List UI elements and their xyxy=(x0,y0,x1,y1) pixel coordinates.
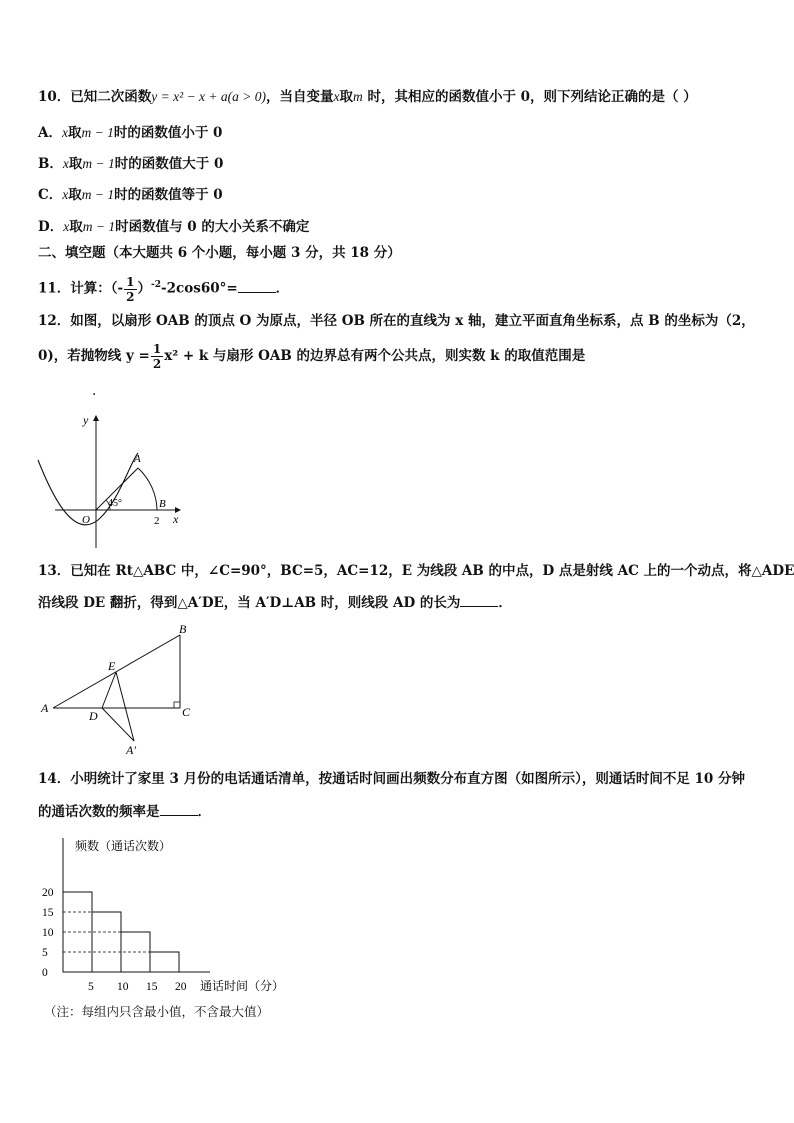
q13-answer-blank[interactable] xyxy=(460,593,498,607)
q10-option-c: C．x取m − 1时的函数值等于 0 xyxy=(38,187,223,203)
q14-y-tick-10: 10 xyxy=(42,927,54,939)
q14-note: （注：每组内只含最小值，不含最大值） xyxy=(44,1004,270,1019)
q13-figure xyxy=(36,620,206,760)
q12-figure xyxy=(30,408,200,553)
q10-option-a: A．x取m − 1时的函数值小于 0 xyxy=(38,125,223,141)
q12-label-y: y xyxy=(83,413,89,427)
q14-y-tick-15: 15 xyxy=(42,907,54,919)
q14-y-tick-20: 20 xyxy=(42,887,54,899)
q14-x-tick-10: 10 xyxy=(117,981,129,993)
q13-label-d: D xyxy=(89,709,98,723)
q12-dot: . xyxy=(92,383,97,399)
q11-fraction: $\frac{1}{2}$ xyxy=(126,274,135,304)
q12-line2: 0)，若抛物线 y = $\frac{1}{2}$ x² + k 与扇形 OAB 的边界总有两个公共点，则实数 k 的取值范围是 xyxy=(38,342,586,371)
q10-option-d: D．x取m − 1时函数值与 0 的大小关系不确定 xyxy=(38,219,310,235)
q14-x-tick-15: 15 xyxy=(146,981,158,993)
q14-x-axis-label: 通话时间（分） xyxy=(200,979,285,993)
q13-right-angle-mark xyxy=(174,702,180,708)
q14-line1: 14．小明统计了家里 3 月份的电话通话清单，按通话时间画出频数分布直方图（如图所示），则通话时间不足 10 分钟 xyxy=(38,771,746,787)
q13-line1: 13．已知在 Rt△ABC 中，∠C=90°，BC=5，AC=12，E 为线段 AB 的中点，D 点是射线 AC 上的一个动点，将△ADE xyxy=(38,563,794,579)
q14-bar-15-20 xyxy=(150,952,179,972)
q14-answer-blank[interactable] xyxy=(160,802,198,816)
q13-side-ab xyxy=(53,635,180,708)
q14-line2: 的通话次数的频率是 ． xyxy=(38,804,211,820)
q14-y-tick-0: 0 xyxy=(42,967,48,979)
q13-label-a: A xyxy=(41,701,49,715)
q12-label-angle: 45° xyxy=(108,498,122,509)
q14-y-tick-5: 5 xyxy=(42,947,48,959)
q14-bar-5-10 xyxy=(92,912,121,972)
q13-label-a-prime: A′ xyxy=(126,743,136,757)
q12-label-x: x xyxy=(173,512,179,526)
q11-answer-blank[interactable] xyxy=(238,279,276,293)
q14-x-tick-5: 5 xyxy=(88,981,94,993)
q14-histogram xyxy=(30,828,320,998)
q12-sector-arc xyxy=(138,468,157,510)
q14-bar-0-5 xyxy=(63,892,92,972)
q12-label-two: 2 xyxy=(154,515,160,527)
q13-seg-ed xyxy=(102,672,116,708)
q13-label-c: C xyxy=(182,705,191,719)
q12-label-o: O xyxy=(82,514,90,526)
q14-x-tick-20: 20 xyxy=(175,981,187,993)
q10-stem: 10．已知二次函数y = x² − x + a(a > 0)，当自变量x取m 时，其相应的函数值小于 0，则下列结论正确的是（ ） xyxy=(38,89,697,105)
q12-line1: 12．如图，以扇形 OAB 的顶点 O 为原点，半径 OB 所在的直线为 x 轴，建立平面直角坐标系，点 B 的坐标为（2， xyxy=(38,313,755,329)
q13-label-b: B xyxy=(179,622,187,636)
q10-option-b: B．x取m − 1时的函数值大于 0 xyxy=(38,156,224,172)
section-fill-in-title: 二、填空题（本大题共 6 个小题，每小题 3 分，共 18 分） xyxy=(38,245,401,261)
q13-line2: 沿线段 DE 翻折，得到△A′DE，当 A′D⊥AB 时，则线段 AD 的长为 ． xyxy=(38,595,512,611)
q12-label-a: A xyxy=(134,453,141,465)
q13-seg-ea-prime xyxy=(116,672,134,741)
q11-stem: 11．计算：（- $\frac{1}{2}$ ）$^{-2}$-2cos60°= ． xyxy=(38,274,290,304)
q14-y-axis-label: 频数（通话次数） xyxy=(75,839,172,853)
q12-fraction: $\frac{1}{2}$ xyxy=(152,342,162,371)
q12-label-b: B xyxy=(159,498,166,510)
q13-label-e: E xyxy=(108,659,116,673)
